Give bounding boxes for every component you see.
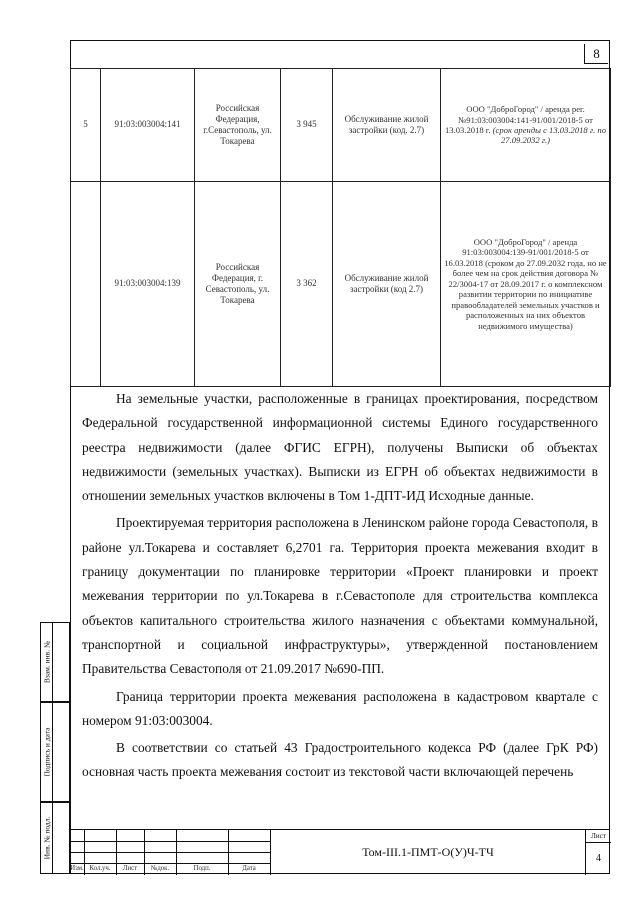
area-cell: 3 362 bbox=[281, 182, 333, 387]
area-cell: 3 945 bbox=[281, 69, 333, 182]
row-number bbox=[71, 182, 101, 387]
col-label: Кол.уч. bbox=[89, 865, 111, 872]
paragraph: В соответствии со статьей 43 Градостроительного кодекса РФ (далее ГрК РФ) основная часть проекта межевания состоит из текстовой части включающей перечень bbox=[82, 740, 598, 780]
sheet-label: Лист bbox=[586, 831, 611, 843]
paragraph: На земельные участки, расположенные в границах проектирования, посредством Федеральной государственной информационной системы Единого государственного реестра недвижимости (далее ФГИС ЕГРН), получены Выписки об объектах недвижимости (земельных участках). Выписки из ЕГРН об объектах недвижимости в отношении земельных участков включены в Том 1-ДПТ-ИД Исходные данные. bbox=[82, 391, 598, 504]
sheet-box bbox=[585, 830, 610, 875]
page-number: 8 bbox=[584, 44, 608, 64]
side-label: Подпись и дата bbox=[42, 727, 51, 777]
col-label: №док. bbox=[150, 865, 170, 872]
rights-text: ООО "ДоброГород" / аренда 91:03:003004:139-91/001/2018-5 от 16.03.2018 (сроком до 27.09.2032 года, но не более чем на срок действия договора № 22/3004-17 от 28.09.2017 г. о комплексном развитии территории по инициативе правообладателей земельных участков и расположенных на них объектов недвижимого имущества) bbox=[444, 236, 607, 331]
col-label: Дата bbox=[242, 865, 256, 872]
land-use-cell: Обслуживание жилой застройки (код 2.7) bbox=[333, 182, 441, 387]
side-stamp-inv-podl bbox=[40, 802, 70, 874]
address-cell: Российская Федерация, г.Севастополь, ул. Токарева bbox=[195, 69, 281, 182]
document-code: Том-III.1-ПМТ-О(У)Ч-ТЧ bbox=[270, 830, 585, 875]
side-stamp-inv-vzam bbox=[40, 622, 70, 702]
title-block bbox=[70, 829, 610, 874]
sheet-number: 4 bbox=[596, 853, 601, 864]
land-use-cell: Обслуживание жилой застройки (код. 2.7) bbox=[333, 69, 441, 182]
body-text bbox=[82, 387, 598, 785]
side-label: Инв. № подл. bbox=[42, 816, 51, 860]
cadastral-number: 91:03:003004:141 bbox=[101, 69, 195, 182]
paragraph: Проектируемая территория расположена в Ленинском районе города Севастополя, в районе ул.Токарева и составляет 6,2701 га. Территория проекта межевания входит в границу документации по планировке территории «Проект планировки и проект межевания территории по ул.Токарева в г.Севастополе для строительства комплекса объектов капитального строительства жилого назначения с объектами коммунальной, транспортной и социальной инфраструктуры», утвержденной постановлением Правительства Севастополя от 21.09.2017 №690-ПП. bbox=[82, 515, 598, 677]
rights-cell bbox=[441, 182, 611, 387]
cadastral-number: 91:03:003004:139 bbox=[101, 182, 195, 387]
side-stamp-sign-date bbox=[40, 702, 70, 802]
col-label: Лист bbox=[122, 865, 138, 872]
rights-cell bbox=[441, 69, 611, 182]
col-label: Подп. bbox=[193, 865, 211, 872]
revision-grid bbox=[70, 830, 270, 875]
table-row bbox=[71, 69, 611, 182]
land-plots-table bbox=[70, 68, 611, 387]
col-label: Изм. bbox=[70, 865, 84, 872]
paragraph: Граница территории проекта межевания расположена в кадастровом квартале с номером 91:03:003004. bbox=[82, 688, 598, 728]
rights-term: (срок аренды с 13.03.2018 г. по 27.09.2032 г.) bbox=[492, 125, 607, 146]
row-number: 5 bbox=[71, 69, 101, 182]
rights-text: ООО "ДоброГород" / аренда рег.№91:03:003004:141-91/001/2018-5 от 13.03.2018 г. bbox=[444, 104, 593, 135]
side-label: Взам. инв. № bbox=[42, 640, 51, 684]
table-row bbox=[71, 182, 611, 387]
address-cell: Российская Федерация, г. Севастополь, ул. Токарева bbox=[195, 182, 281, 387]
